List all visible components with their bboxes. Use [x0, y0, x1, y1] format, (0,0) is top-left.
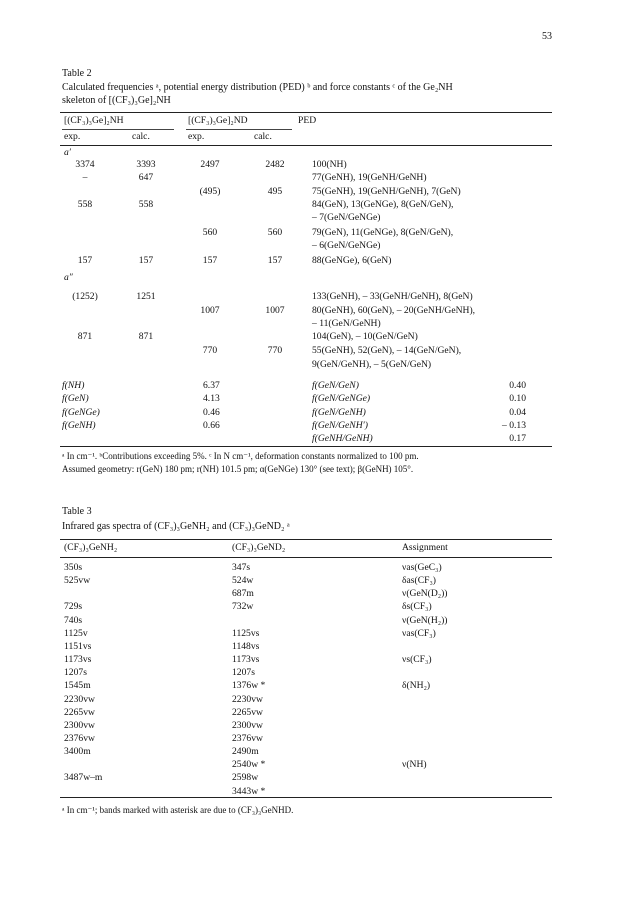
table2-cell-ped: – 11(GeN/GeNH)	[312, 318, 381, 329]
table3-header-row	[0, 542, 625, 555]
table3-top-rule	[60, 539, 552, 540]
table2-sym-a1: a′	[64, 147, 71, 158]
table3-cell-nh2: 2300vw	[64, 719, 95, 731]
table2-sub-exp2: exp.	[188, 131, 205, 142]
table3-row	[0, 588, 625, 601]
table3-cell-nh2: 3487w–m	[64, 772, 103, 784]
table3-row	[0, 562, 625, 575]
table3-cell-nd2: 2598w	[232, 772, 259, 784]
force-constant-value: 4.13	[203, 393, 220, 405]
table2-cell-nh-exp: 3374	[75, 159, 95, 170]
table2-row	[0, 172, 625, 185]
table2-cell-ped: – 6(GeN/GeNGe)	[312, 240, 381, 251]
table3-head-assignment: Assignment	[402, 542, 448, 553]
table3-cell-nd2: 2300vw	[232, 719, 263, 731]
table2-cell-nd-calc: 770	[267, 345, 283, 356]
table2-row	[0, 199, 625, 212]
table3-cell-nh2: 2376vw	[64, 732, 95, 744]
force-constant-label: f(GeNGe)	[62, 406, 100, 418]
force-constant-value: 0.04	[509, 406, 526, 418]
table3-cell-nh2: 1207s	[64, 667, 87, 679]
table2-header-rule	[60, 145, 552, 146]
table2-cell-nd-calc: 157	[267, 255, 283, 266]
table3-cell-nh2: 1125v	[64, 627, 88, 639]
table3-cell-nd2: 687m	[232, 588, 254, 600]
table3-row	[0, 759, 625, 772]
force-constant-row	[0, 420, 625, 433]
table3-row	[0, 641, 625, 654]
table3-cell-nd2: 3443w *	[232, 785, 266, 797]
table3-row	[0, 680, 625, 693]
table3-cell-nd2: 2376vw	[232, 732, 263, 744]
table2-cell-nd-calc: 560	[267, 227, 283, 238]
table2-row	[0, 318, 625, 331]
table3-cell-assignment: ν(GeN(D₂))	[402, 588, 448, 600]
table3-cell-assignment: νas(CF₃)	[402, 627, 436, 639]
table3-cell-nd2: 1376w *	[232, 680, 266, 692]
table3-cell-nh2: 2230vw	[64, 693, 95, 705]
table2-cell-nd-exp: 770	[202, 345, 218, 356]
table2-bottom-rule	[60, 446, 552, 447]
table2-head-nh: [(CF₃)₃Ge]₂NH	[64, 115, 124, 126]
force-constant-row	[0, 380, 625, 393]
table3-cell-nd2: 732w	[232, 601, 254, 613]
table3-row	[0, 772, 625, 785]
table3-header-rule	[60, 557, 552, 558]
table3-cell-nh2: 1151vs	[64, 640, 92, 652]
table3-caption: Infrared gas spectra of (CF₃)₃GeNH₂ and (CF₃)₃GeND₂ ᵃ	[62, 521, 290, 532]
table2-cell-ped: 104(GeN), – 10(GeN/GeN)	[312, 331, 418, 342]
table2-cell-nh-calc: 3393	[136, 159, 156, 170]
table2-header-row	[0, 115, 625, 128]
table3-row	[0, 615, 625, 628]
table3-cell-nd2: 1207s	[232, 667, 255, 679]
table2-cell-nh-exp: –	[82, 172, 88, 183]
force-constant-value: 0.17	[509, 433, 526, 445]
table2-cell-nd-exp: (495)	[199, 186, 221, 197]
force-constant-label: f(NH)	[62, 380, 85, 391]
table3-row	[0, 575, 625, 588]
table3-bottom-rule	[60, 797, 552, 798]
table2-row	[0, 305, 625, 318]
table2-row	[0, 186, 625, 199]
table3-cell-nd2: 2230vw	[232, 693, 263, 705]
table2-row	[0, 331, 625, 344]
table3-cell-nh2: 350s	[64, 562, 83, 573]
table2-cell-nh-exp: 157	[77, 255, 93, 266]
table3-cell-assignment: νas(GeC₃)	[402, 562, 442, 573]
table3-row	[0, 601, 625, 614]
table2-row	[0, 359, 625, 372]
table3-head-nh2: (CF₃)₃GeNH₂	[64, 542, 118, 553]
table2-row	[0, 159, 625, 172]
table3-cell-nh2: 729s	[64, 601, 83, 613]
force-constant-value: 0.46	[203, 406, 220, 418]
table3-cell-nd2: 2540w *	[232, 759, 266, 771]
force-constant-row	[0, 393, 625, 406]
force-constant-label: f(GeNH/GeNH)	[312, 433, 373, 445]
force-constant-label: f(GeN/GeNH′)	[312, 419, 368, 431]
table3-cell-assignment: νs(CF₃)	[402, 654, 432, 666]
table2-row	[0, 227, 625, 240]
table3-row	[0, 654, 625, 667]
force-constant-value: – 0.13	[502, 419, 526, 431]
table2-cell-ped: 88(GeNGe), 6(GeN)	[312, 255, 392, 266]
table3-cell-nh2: 3400m	[64, 746, 91, 758]
table2-sym-a2: a″	[64, 272, 73, 283]
table3-cell-assignment: ν(NH)	[402, 759, 427, 771]
table3-head-nd2: (CF₃)₃GeND₂	[232, 542, 286, 553]
table3-row	[0, 667, 625, 680]
force-constant-label: f(GeN/GeNGe)	[312, 393, 371, 405]
table3-cell-assignment: ν(GeN(H₂))	[402, 614, 448, 626]
force-constant-value: 6.37	[203, 380, 220, 391]
table2-caption-line2: skeleton of [(CF₃)₃Ge]₂NH	[62, 95, 171, 106]
table3-footnote: ᵃ In cm⁻¹; bands marked with asterisk are due to (CF₃)₃GeNHD.	[62, 805, 294, 815]
table2-cell-ped: 133(GeNH), – 33(GeNH/GeNH), 8(GeN)	[312, 291, 473, 302]
force-constant-value: 0.66	[203, 419, 220, 431]
table2-cell-ped: 80(GeNH), 60(GeN), – 20(GeNH/GeNH),	[312, 305, 476, 316]
table2-cell-ped: 75(GeNH), 19(GeNH/GeNH), 7(GeN)	[312, 186, 461, 197]
table2-cell-nd-exp: 2497	[200, 159, 220, 170]
table2-head-nd: [(CF₃)₃Ge]₂ND	[188, 115, 248, 126]
table2-cell-ped: 84(GeN), 13(GeNGe), 8(GeN/GeN),	[312, 199, 454, 210]
table2-cell-ped: 9(GeN/GeNH), – 5(GeN/GeN)	[312, 359, 432, 370]
table2-cell-nh-calc: 157	[138, 255, 154, 266]
table3-label: Table 3	[62, 506, 92, 517]
table2-sub-exp1: exp.	[64, 131, 81, 142]
table2-cell-nh-exp: 558	[77, 199, 93, 210]
table3-cell-nd2: 347s	[232, 562, 251, 573]
table3-row	[0, 694, 625, 707]
table3-cell-nd2: 1173vs	[232, 654, 260, 666]
table3-cell-nh2: 1545m	[64, 680, 91, 692]
table3-cell-nd2: 1148vs	[232, 640, 260, 652]
table2-cell-nd-exp: 1007	[200, 305, 220, 316]
table2-cell-nd-exp: 157	[202, 255, 218, 266]
table2-caption-line1: Calculated frequencies ᵃ, potential energy distribution (PED) ᵇ and force constants ᶜ of the Ge₂NH	[62, 82, 453, 93]
force-constant-value: 0.10	[509, 393, 526, 405]
table2-row	[0, 240, 625, 253]
force-constant-label: f(GeN/GeNH)	[312, 406, 366, 418]
table2-cell-ped: 79(GeN), 11(GeNGe), 8(GeN/GeN),	[312, 227, 454, 238]
table3-cell-nh2: 2265vw	[64, 706, 95, 718]
table3-cell-nh2: 1173vs	[64, 654, 92, 666]
table2-cell-nh-calc: 558	[138, 199, 154, 210]
force-constant-value: 0.40	[509, 380, 526, 391]
table3-cell-nh2: 525vw	[64, 575, 91, 587]
table3-cell-nd2: 1125vs	[232, 627, 260, 639]
table2-sub-calc2: calc.	[254, 131, 272, 142]
table2-top-rule	[60, 112, 552, 113]
table3-row	[0, 733, 625, 746]
table3-cell-nh2: 740s	[64, 614, 83, 626]
force-constant-label: f(GeN)	[62, 393, 89, 405]
table3-cell-assignment: δs(CF₃)	[402, 601, 432, 613]
table3-cell-assignment: δ(NH₂)	[402, 680, 431, 692]
table3-cell-nd2: 524w	[232, 575, 254, 587]
table2-row	[0, 291, 625, 304]
table3-cell-assignment: δas(CF₃)	[402, 575, 436, 587]
table2-head-ped: PED	[298, 115, 317, 126]
table2-cell-nh-calc: 647	[138, 172, 154, 183]
table2-cell-ped: 55(GeNH), 52(GeN), – 14(GeN/GeN),	[312, 345, 462, 356]
table3-row	[0, 746, 625, 759]
table2-head-underline-2	[186, 129, 292, 130]
page-number: 53	[542, 31, 552, 42]
table2-cell-nd-calc: 495	[267, 186, 283, 197]
table2-row	[0, 212, 625, 225]
table2-cell-nh-calc: 1251	[136, 291, 156, 302]
table3-cell-nd2: 2265vw	[232, 706, 263, 718]
table2-sub-calc1: calc.	[132, 131, 150, 142]
force-constant-row	[0, 407, 625, 420]
table2-cell-nh-calc: 871	[138, 331, 154, 342]
force-constant-label: f(GeN/GeN)	[312, 380, 359, 391]
table2-subheader-row	[0, 131, 625, 144]
table3-row	[0, 720, 625, 733]
table2-cell-ped: 77(GeNH), 19(GeNH/GeNH)	[312, 172, 427, 183]
table2-cell-ped: 100(NH)	[312, 159, 347, 170]
table2-row	[0, 255, 625, 268]
force-constant-row	[0, 433, 625, 446]
table2-footnote-line2: Assumed geometry: r(GeN) 180 pm; r(NH) 101.5 pm; α(GeNGe) 130° (see text); β(GeNH) 105°.	[62, 464, 414, 474]
table2-label: Table 2	[62, 68, 92, 79]
table2-cell-nh-exp: 871	[77, 331, 93, 342]
table2-head-underline-1	[62, 129, 174, 130]
table2-footnote-line1: ᵃ In cm⁻¹. ᵇContributions exceeding 5%. ᶜ In N cm⁻¹, deformation constants normalized to 100 pm.	[62, 451, 419, 461]
table2-cell-nd-calc: 1007	[265, 305, 285, 316]
table3-row	[0, 628, 625, 641]
table3-cell-nd2: 2490m	[232, 746, 259, 758]
table2-cell-nd-exp: 560	[202, 227, 218, 238]
table2-row	[0, 345, 625, 358]
force-constant-label: f(GeNH)	[62, 419, 96, 431]
table3-row	[0, 707, 625, 720]
table2-cell-nd-calc: 2482	[265, 159, 285, 170]
table2-cell-nh-exp: (1252)	[72, 291, 98, 302]
table2-cell-ped: – 7(GeN/GeNGe)	[312, 212, 381, 223]
